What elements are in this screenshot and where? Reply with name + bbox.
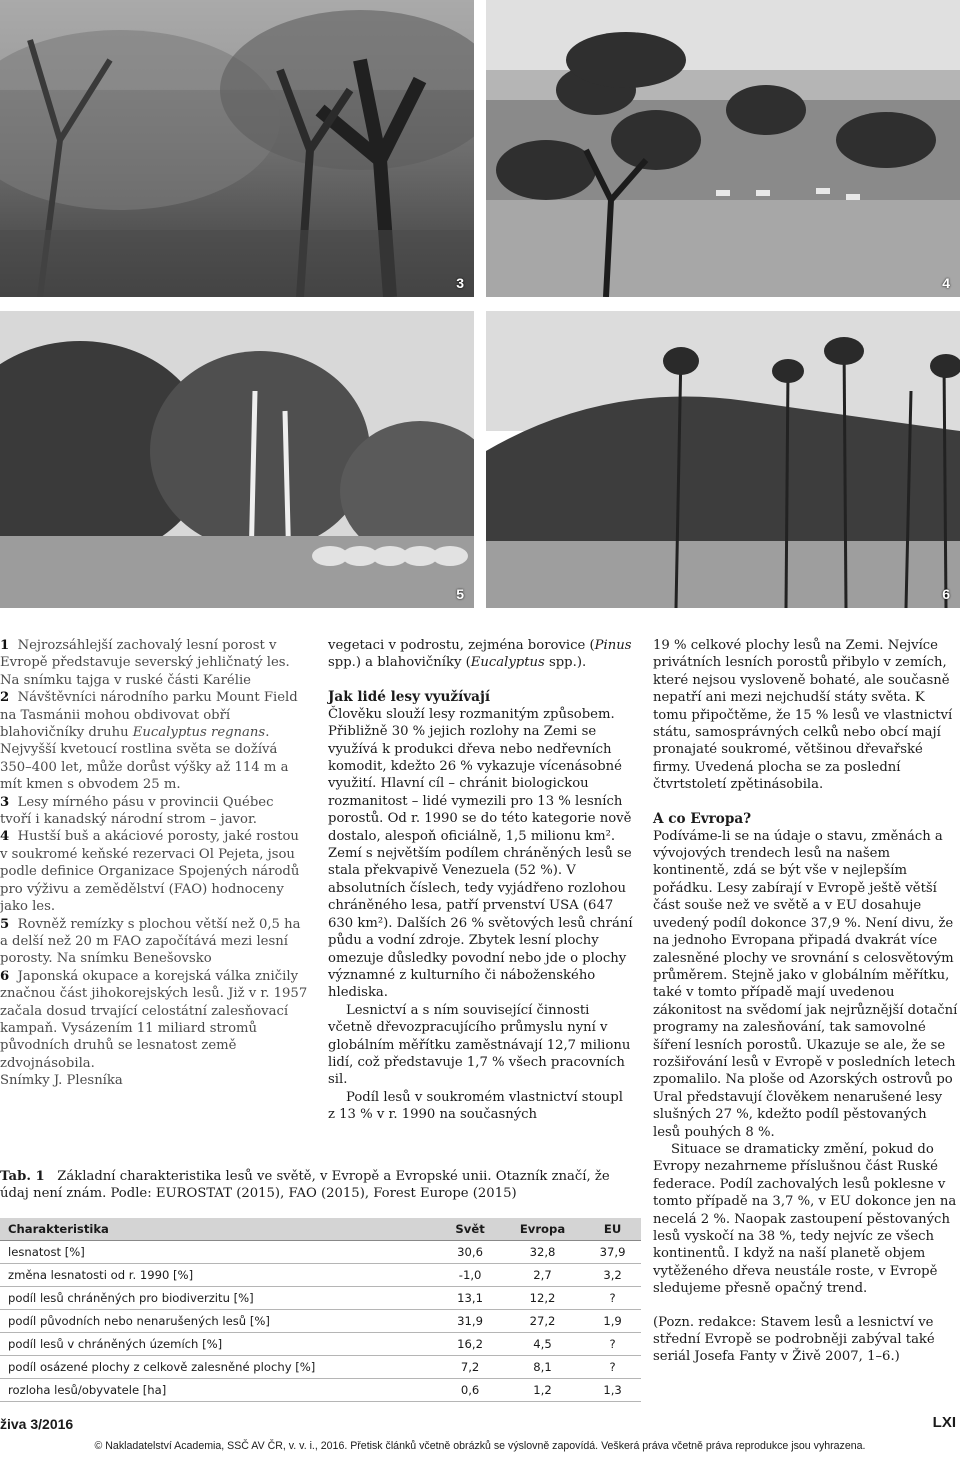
table-header: Evropa	[501, 1218, 584, 1241]
editor-note: (Pozn. redakce: Stavem lesů a lesnictví ve střední Evropě se podrobněji zabýval také seriál Josefa Fanty v Živě 2007, 1–6.)	[653, 1314, 935, 1365]
table-cell: 2,7	[501, 1264, 584, 1287]
table-cell: 31,9	[439, 1310, 501, 1333]
table-row	[0, 1379, 641, 1402]
caption-2: 2 Návštěvníci národního parku Mount Field na Tasmánii mohou obdivovat obří blahovičníky druhu Eucalyptus regnans. Nejvyšší kvetoucí rostlina světa se dožívá 350–400 let, může dorůst výšky až 114 m a mít kmen s obvodem 25 m.	[0, 690, 298, 793]
table-cell: podíl osázené plochy z celkově zalesněné plochy [%]	[0, 1356, 439, 1379]
table-cell: 37,9	[584, 1241, 641, 1264]
photo-6-korea	[486, 311, 960, 608]
table-header: EU	[584, 1218, 641, 1241]
table-row	[0, 1264, 641, 1287]
table-cell: 12,2	[501, 1287, 584, 1310]
table-cell: 16,2	[439, 1333, 501, 1356]
table-cell: 27,2	[501, 1310, 584, 1333]
section-heading: Jak lidé lesy využívají	[328, 688, 491, 705]
table-cell: rozloha lesů/obyvatele [ha]	[0, 1379, 439, 1402]
photo-3-forest	[0, 0, 474, 297]
intro-paragraph: vegetaci v podrostu, zejména borovice (Pinus spp.) a blahovičníky (Eucalyptus spp.).	[328, 638, 632, 671]
copyright-notice: © Nakladatelství Academia, SSČ AV ČR, v. v. i., 2016. Přetisk článků včetně obrázků se výslovně zapovídá. Veškerá práva včetně práva reprodukce jsou vyhrazena.	[94, 1440, 866, 1452]
table-cell: 4,5	[501, 1333, 584, 1356]
table-cell: změna lesnatosti od r. 1990 [%]	[0, 1264, 439, 1287]
paragraph: Podíl lesů v soukromém vlastnictví stoupl z 13 % v r. 1990 na současných	[328, 1089, 623, 1123]
table-row	[0, 1310, 641, 1333]
table-cell: 30,6	[439, 1241, 501, 1264]
table-header: Charakteristika	[0, 1218, 439, 1241]
table-cell: 0,6	[439, 1379, 501, 1402]
photo-number: 5	[456, 586, 464, 602]
table-cell: 3,2	[584, 1264, 641, 1287]
table-cell: 8,1	[501, 1356, 584, 1379]
table-cell: lesnatost [%]	[0, 1241, 439, 1264]
photo-captions	[0, 637, 308, 1090]
table-cell: 7,2	[439, 1356, 501, 1379]
article-middle-column	[328, 637, 633, 1124]
photo-number: 4	[942, 275, 950, 291]
paragraph: Situace se dramaticky změní, pokud do Evropy nezahrneme příslušnou část Ruské federace. Podíl zachovalých lesů poklesne v tomto případě na 3,7 %, v EU dokonce jen na necelá 2 %. Naopak zastoupení pěstovaných lesů vyskočí na 38 %, tedy nejvíc ze všech kontinentů. I když na naší planetě objem vytěženého dřeva neustále roste, v Evropě sledujeme přesně opačný trend.	[653, 1141, 957, 1297]
section-heading: A co Evropa?	[653, 810, 752, 827]
table-row	[0, 1287, 641, 1310]
caption-4: 4 Hustší buš a akáciové porosty, jaké rostou v soukromé keňské rezervaci Ol Pejeta, jsou podle definice Organizace Spojených národů pro výživu a zemědělství (FAO) hodnoceny jako les.	[0, 829, 300, 915]
table-row	[0, 1241, 641, 1264]
table-cell: ?	[584, 1287, 641, 1310]
table-row	[0, 1333, 641, 1356]
paragraph: 19 % celkové plochy lesů na Zemi. Nejvíce privátních lesních porostů přibylo v zemích, které nejsou vysloveně bohaté, ale současně nepatří ani mezi nejchudší státy světa. K tomu připočtěme, že 15 % lesů ve vlastnictví státu, samosprávných celků nebo obcí mají pronajaté soukromé, většinou dřevařské firmy. Uvedená plocha se za poslední čtvrtstoletí zpětinásobila.	[653, 638, 953, 793]
photo-4-savanna	[486, 0, 960, 297]
table-cell: 1,3	[584, 1379, 641, 1402]
photo-credit: Snímky J. Plesníka	[0, 1073, 123, 1089]
magazine-issue: živa 3/2016	[0, 1416, 74, 1432]
paragraph: Člověku slouží lesy rozmanitým způsobem. Přibližně 30 % jejich rozlohy na Zemi se využívá k produkci dřeva nebo nedřevních komodit, kdežto 26 % vykazuje vícenásobné využití. Hlavní cíl – chránit biologickou rozmanitost – lidé vymezili pro 13 % lesních porostů. Od r. 1990 se do této kategorie nově dostalo, alespoň oficiálně, 1,5 milionu km². Zemí s největším podílem chráněných lesů se stala překvapivě Venezuela (52 %). V absolutních číslech, tedy vyjádřeno rozlohou chráněného lesa, patří prvenství USA (647 630 km²). Dalších 26 % světových lesů chrání půdu a vodní zdroje. Zbytek lesní plochy omezuje důsledky povodní nebo jde o plochy významné z kulturního či náboženského hlediska.	[328, 706, 633, 1001]
caption-5: 5 Rovněž remízky s plochou větší než 0,5 ha a delší než 20 m FAO započítává mezi lesní porosty. Na snímku Benešovsko	[0, 916, 301, 967]
table-row	[0, 1356, 641, 1379]
caption-3: 3 Lesy mírného pásu v provincii Québec tvoří i kanadský národní strom – javor.	[0, 794, 274, 828]
table-cell: 1,9	[584, 1310, 641, 1333]
forest-statistics-table	[0, 1218, 641, 1402]
table-header: Svět	[439, 1218, 501, 1241]
paragraph: Podíváme-li se na údaje o stavu, změnách a vývojových trendech lesů na našem kontinentě, zdá se být vše v nejlepším pořádku. Lesy zabírají v Evropě ještě větší část souše než ve světě a v EU dosahuje uvedený podíl dokonce 37,9 %. Není divu, že na jednoho Evropana připadá dvakrát více zalesněné plochy ve srovnání s celosvětovým průměrem. Stejně jako v globálním měřítku, také v tomto případě mají uvedenou zákonitost na svědomí jak nejrůznější dotační programy na zalesňování, tak samovolné šíření lesních porostů. Ukazuje se ale, že se rozšiřování lesů v Evropě v posledních letech zpomalilo. Na ploše od Azorských ostrovů po Ural představují člověkem nenarušené lesy slušných 27 %, kdežto podíl pěstovaných lesů pouhých 8 %.	[653, 828, 958, 1140]
article-right-column	[653, 637, 958, 1366]
table-cell: podíl původních nebo nenarušených lesů [%]	[0, 1310, 439, 1333]
caption-6: 6 Japonská okupace a korejská válka zničily značnou část jihokorejských lesů. Již v r. 1957 začala dosud trvající celostátní zalesňovací kampaň. Vysázením 11 miliard stromů původních druhů se lesnatost země zdvojnásobila.	[0, 968, 308, 1071]
photo-number: 3	[456, 275, 464, 291]
table-cell: -1,0	[439, 1264, 501, 1287]
caption-1: 1 Nejrozsáhlejší zachovalý lesní porost v Evropě představuje severský jehličnatý les. Na snímku tajga v ruské části Karélie	[0, 638, 290, 688]
table-caption: Tab. 1 Základní charakteristika lesů ve světě, v Evropě a Evropské unii. Otazník značí, že údaj není znám. Podle: EUROSTAT (2015), FAO (2015), Forest Europe (2015)	[0, 1169, 610, 1202]
table-cell: podíl lesů v chráněných územích [%]	[0, 1333, 439, 1356]
photo-5-benesovsko	[0, 311, 474, 608]
table-cell: 1,2	[501, 1379, 584, 1402]
table-cell: ?	[584, 1333, 641, 1356]
table-cell: 13,1	[439, 1287, 501, 1310]
table-cell: ?	[584, 1356, 641, 1379]
photo-number: 6	[942, 586, 950, 602]
table-cell: podíl lesů chráněných pro biodiverzitu [%]	[0, 1287, 439, 1310]
table-header-row	[0, 1218, 641, 1241]
page-number: LXI	[932, 1414, 956, 1431]
paragraph: Lesnictví a s ním související činnosti včetně dřevozpracujícího průmyslu nyní v globálním měřítku zaměstnávají 12,7 milionu lidí, což představuje 1,7 % všech pracovních sil.	[328, 1002, 631, 1088]
table-cell: 32,8	[501, 1241, 584, 1264]
